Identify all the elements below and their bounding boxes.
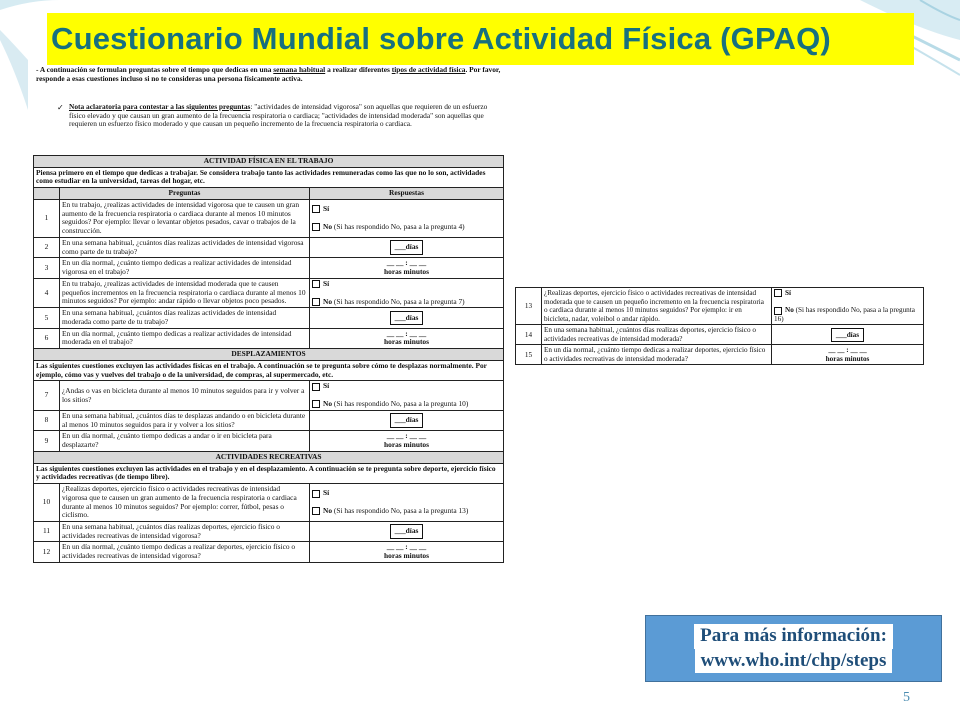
section-desc-row	[34, 360, 504, 380]
section-title: ACTIVIDADES RECREATIVAS	[34, 451, 504, 463]
question-text: En un día normal, ¿cuánto tiempo dedicas a realizar actividades de intensidad vigorosa en el trabajo?	[60, 258, 310, 278]
question-row	[34, 381, 504, 410]
answer-cell: Sí No (Si has respondido No, pasa a la pregunta 13)	[310, 484, 504, 522]
question-row	[34, 199, 504, 237]
question-text: En un día normal, ¿cuánto tiempo dedicas a andar o ir en bicicleta para desplazarte?	[60, 431, 310, 451]
page-number: 5	[903, 690, 910, 705]
side-questionnaire-table	[515, 287, 924, 365]
time-input[interactable]: __ __ : __ __	[386, 328, 427, 338]
question-number: 5	[34, 308, 60, 328]
question-row	[34, 328, 504, 348]
section-title: DESPLAZAMIENTOS	[34, 349, 504, 361]
question-text: En tu trabajo, ¿realizas actividades de intensidad moderada que te causen pequeños incrementos en la frecuencia respiratoria o cardiaca durante al menos 10 minutos seguidos? Por ejemplo: andar rápido o llevar objetos poco pesados.	[60, 278, 310, 307]
no-checkbox[interactable]	[774, 307, 782, 315]
question-row	[516, 288, 924, 325]
question-number: 1	[34, 199, 60, 237]
yes-checkbox[interactable]	[312, 490, 320, 498]
question-number: 14	[516, 325, 542, 345]
question-number: 13	[516, 288, 542, 325]
no-checkbox[interactable]	[312, 507, 320, 515]
intro-text: - A continuación se formulan preguntas sobre el tiempo que dedicas en una semana habitual a realizar diferentes tipos de actividad física. Por favor, responde a esas cuestiones incluso si no te consideras una persona físicamente activa.	[36, 66, 501, 83]
question-text: En un día normal, ¿cuánto tiempo dedicas a realizar deportes, ejercicio físico o actividades recreativas de intensidad moderada?	[542, 345, 772, 365]
info-url[interactable]: www.who.int/chp/steps	[695, 649, 893, 674]
question-text: ¿Realizas deportes, ejercicio físico o actividades recreativas de intensidad vigorosa que te causen un gran aumento de la frecuencia respiratoria o cardiaca durante al menos 10 minutos seguidos? Por ejemplo: correr, fútbol, pesas o ciclismo.	[60, 484, 310, 522]
section-title: ACTIVIDAD FÍSICA EN EL TRABAJO	[34, 156, 504, 168]
time-input[interactable]: __ __ : __ __	[386, 431, 427, 441]
question-number: 10	[34, 484, 60, 522]
column-header-row	[34, 188, 504, 200]
yes-checkbox[interactable]	[312, 383, 320, 391]
days-input[interactable]: ___días	[390, 240, 424, 255]
answer-cell	[310, 237, 504, 257]
days-input[interactable]: ___días	[390, 311, 424, 326]
time-input[interactable]: __ __ : __ __	[828, 346, 867, 355]
no-checkbox[interactable]	[312, 298, 320, 306]
answer-cell: __ __ : __ __ horas minutos	[772, 345, 924, 365]
yes-checkbox[interactable]	[312, 280, 320, 288]
question-text: En una semana habitual, ¿cuántos días realizas deportes, ejercicio físico o actividades recreativas de intensidad vigorosa?	[60, 521, 310, 541]
question-number: 7	[34, 381, 60, 410]
answer-cell	[310, 521, 504, 541]
question-number: 4	[34, 278, 60, 307]
question-text: En una semana habitual, ¿cuántos días te desplazas andando o en bicicleta durante al menos 10 minutos seguidos para ir y volver a los sitios?	[60, 410, 310, 430]
question-row	[34, 484, 504, 522]
question-number: 6	[34, 328, 60, 348]
answer-cell: Sí No (Si has respondido No, pasa a la pregunta 7)	[310, 278, 504, 307]
answer-cell	[310, 410, 504, 430]
answer-cell: __ __ : __ __ horas minutos	[310, 431, 504, 451]
answer-cell	[310, 308, 504, 328]
question-row	[34, 258, 504, 278]
check-icon: ✓	[57, 103, 64, 112]
section-header-row	[34, 451, 504, 463]
question-number: 15	[516, 345, 542, 365]
section-desc-row	[34, 463, 504, 483]
days-input[interactable]: ___días	[831, 328, 864, 342]
question-row	[34, 308, 504, 328]
question-text: En una semana habitual, ¿cuántos días realizas deportes, ejercicio físico o actividades recreativas de intensidad moderada?	[542, 325, 772, 345]
page-title: Cuestionario Mundial sobre Actividad Física (GPAQ)	[51, 21, 831, 56]
title-banner	[47, 13, 914, 65]
yes-checkbox[interactable]	[774, 289, 782, 297]
answer-cell	[772, 325, 924, 345]
days-input[interactable]: ___días	[390, 524, 424, 539]
answers-header: Respuestas	[310, 188, 504, 200]
question-number: 12	[34, 542, 60, 562]
answer-cell: __ __ : __ __ horas minutos	[310, 542, 504, 562]
section-description: Las siguientes cuestiones excluyen las actividades en el trabajo y en el desplazamiento. A continuación se te pregunta sobre deporte, ejercicio físico y actividades recreativas (de tiempo libre).	[34, 463, 504, 483]
section-header-row	[34, 349, 504, 361]
question-number: 2	[34, 237, 60, 257]
question-number: 3	[34, 258, 60, 278]
answer-cell: __ __ : __ __ horas minutos	[310, 258, 504, 278]
yes-checkbox[interactable]	[312, 205, 320, 213]
question-row	[516, 325, 924, 345]
question-text: ¿Realizas deportes, ejercicio físico o actividades recreativas de intensidad moderada que te causen un pequeño incremento en la frecuencia respiratoria o cardiaca durante al menos 10 minutos seguidos? Por ejemplo: ir en bicicleta, nadar, voleibol o andar rápido.	[542, 288, 772, 325]
question-row	[34, 431, 504, 451]
blank-header	[34, 188, 60, 200]
days-input[interactable]: ___días	[390, 413, 424, 428]
questions-header: Preguntas	[60, 188, 310, 200]
question-text: ¿Andas o vas en bicicleta durante al menos 10 minutos seguidos para ir y volver a los sitios?	[60, 381, 310, 410]
questionnaire-table	[33, 155, 504, 563]
clarification-note: ✓ Nota aclaratoria para contestar a las siguientes preguntas: "actividades de intensidad vigorosa" son aquellas que requieren de un esfuerzo físico elevado y que causan un gran aumento de la frecuencia respiratoria o cardiaca; "actividades de intensidad moderada" son aquellas que requieren un esfuerzo físico moderado y que causan un pequeño incremento de la frecuencia respiratoria o cardiaca.	[57, 102, 488, 129]
no-checkbox[interactable]	[312, 223, 320, 231]
answer-cell: Sí No (Si has respondido No, pasa a la pregunta 10)	[310, 381, 504, 410]
question-row	[34, 237, 504, 257]
question-row	[516, 345, 924, 365]
question-number: 8	[34, 410, 60, 430]
time-input[interactable]: __ __ : __ __	[386, 258, 427, 268]
question-text: En una semana habitual, ¿cuántos días realizas actividades de intensidad vigorosa como parte de tu trabajo?	[60, 237, 310, 257]
section-description: Las siguientes cuestiones excluyen las actividades físicas en el trabajo. A continuación se te pregunta sobre cómo te desplazas normalmente. Por ejemplo, cómo vas y vuelves del trabajo o de la universidad, de compras, al supermercado, etc.	[34, 360, 504, 380]
question-row	[34, 521, 504, 541]
question-text: En un día normal, ¿cuánto tiempo dedicas a realizar actividades de intensidad moderada en el trabajo?	[60, 328, 310, 348]
answer-cell: Sí No (Si has respondido No, pasa a la pregunta 4)	[310, 199, 504, 237]
answer-cell: Sí No (Si has respondido No, pasa a la pregunta 16)	[772, 288, 924, 325]
more-info-box	[645, 615, 942, 682]
question-number: 11	[34, 521, 60, 541]
question-text: En una semana habitual, ¿cuántos días realizas actividades de intensidad moderada como parte de tu trabajo?	[60, 308, 310, 328]
questionnaire-document	[29, 66, 509, 704]
answer-cell: __ __ : __ __ horas minutos	[310, 328, 504, 348]
section-description: Piensa primero en el tiempo que dedicas a trabajar. Se considera trabajo tanto las actividades remuneradas como las que no lo son, actividades como estudiar en la universidad, tareas del hogar, etc.	[34, 167, 504, 187]
no-checkbox[interactable]	[312, 400, 320, 408]
question-row	[34, 278, 504, 307]
question-row	[34, 410, 504, 430]
question-text: En tu trabajo, ¿realizas actividades de intensidad vigorosa que te causen un gran aumento de la frecuencia respiratoria o cardiaca durante al menos 10 minutos seguidos? Por ejemplo: llevar o levantar objetos pesados, cavar o trabajos de la construcción.	[60, 199, 310, 237]
question-row	[34, 542, 504, 562]
question-text: En un día normal, ¿cuánto tiempo dedicas a realizar deportes, ejercicio físico o actividades recreativas de intensidad vigorosa?	[60, 542, 310, 562]
time-input[interactable]: __ __ : __ __	[386, 542, 427, 552]
question-number: 9	[34, 431, 60, 451]
section-header-row	[34, 156, 504, 168]
section-desc-row	[34, 167, 504, 187]
info-line-1: Para más información:	[694, 624, 893, 649]
